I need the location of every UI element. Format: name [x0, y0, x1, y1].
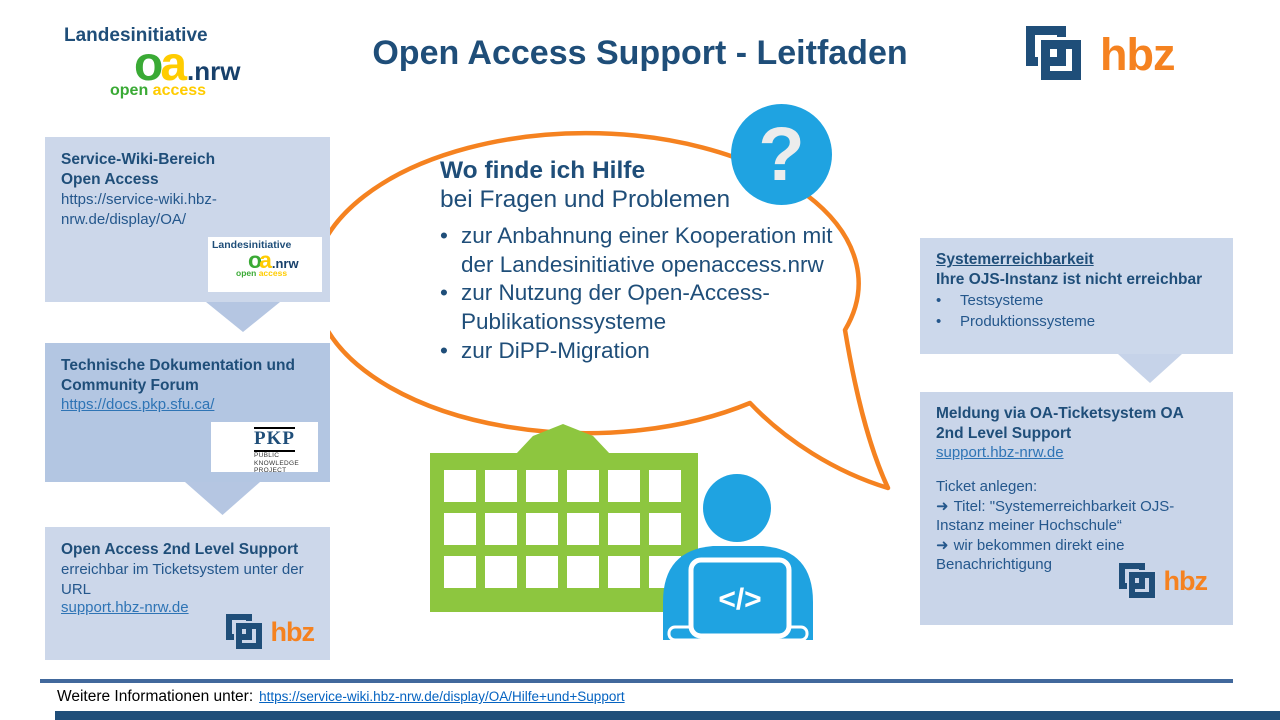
arrow-down-icon: [185, 482, 260, 515]
list-item: • zur Nutzung der Open-Access-Publikationssysteme: [440, 279, 838, 337]
hbz-squares-icon: [1119, 563, 1156, 599]
oa-logo-wordmark: Landesinitiative: [64, 25, 208, 46]
hbz-logo: [1026, 26, 1174, 84]
footer-divider: [40, 679, 1233, 683]
list-item: • Testsysteme: [936, 292, 1044, 310]
list-item: • zur DiPP-Migration: [440, 337, 838, 366]
hbz-squares-icon: [1026, 26, 1086, 84]
question-mark-icon: ?: [758, 112, 805, 197]
arrow-down-icon: [1118, 354, 1182, 383]
ticket-section-label: Ticket anlegen:: [936, 478, 1038, 496]
hbz-logo-small: hbz: [1119, 563, 1208, 599]
bubble-subtitle: bei Fragen und Problemen: [440, 186, 731, 214]
service-wiki-title: Service-Wiki-Bereich Open Access: [61, 151, 216, 189]
list-item: • Produktionssysteme: [936, 313, 1096, 331]
second-level-support-body: erreichbar im Ticketsystem unter der URL: [61, 561, 304, 598]
list-item: • zur Anbahnung einer Kooperation mit der Landesinitiative openaccess.nrw: [440, 222, 838, 280]
arrow-right-icon: ➜: [936, 497, 949, 515]
footer-link[interactable]: https://service-wiki.hbz-nrw.de/display/OA/Hilfe+und+Support: [259, 689, 625, 704]
footer-label: Weitere Informationen unter:: [57, 688, 254, 705]
second-level-support-box: [45, 527, 330, 660]
bubble-bullet-list: [440, 222, 838, 366]
second-level-support-title: Open Access 2nd Level Support: [61, 541, 299, 558]
service-wiki-box: [45, 137, 330, 302]
arrow-right-icon: ➜: [936, 536, 949, 554]
ticket-instruction: ➜ Titel: "Systemerreichbarkeit OJS-Instanz meiner Hochschule“: [936, 497, 1175, 535]
hbz-squares-icon: [226, 614, 263, 650]
bottom-accent-bar: [55, 711, 1280, 720]
oa-nrw-logo-small: Landesinitiative oa.nrw open access: [208, 237, 322, 292]
oa-logo-letters: oa.nrw: [134, 38, 241, 91]
arrow-down-icon: [206, 302, 280, 332]
documentation-title: Technische Dokumentation und Community Forum: [61, 357, 295, 395]
pkp-docs-link[interactable]: https://docs.pkp.sfu.ca/: [61, 396, 215, 414]
oa-logo-subtitle: open access: [110, 82, 207, 99]
bullet-icon: •: [440, 337, 448, 363]
system-availability-subtitle: Ihre OJS-Instanz ist nicht erreichbar: [936, 271, 1203, 289]
footer: [57, 688, 625, 706]
hbz-logo-text: hbz: [1100, 29, 1175, 80]
developer-person-icon: [655, 462, 821, 640]
service-wiki-url[interactable]: https://service-wiki.hbz-nrw.de/display/OA/: [61, 191, 217, 228]
system-availability-title: Systemerreichbarkeit: [936, 251, 1094, 268]
pkp-logo-abbr: PKP: [254, 427, 295, 452]
bullet-icon: •: [936, 313, 942, 331]
support-link[interactable]: support.hbz-nrw.de: [61, 599, 189, 617]
oa-nrw-logo: [64, 26, 240, 99]
bullet-icon: •: [440, 280, 448, 306]
code-icon: </>: [718, 583, 762, 616]
bullet-icon: •: [936, 292, 942, 310]
ticket-system-title: Meldung via OA-Ticketsystem OA 2nd Level Support: [936, 405, 1184, 443]
pkp-logo: [211, 422, 318, 475]
question-mark-badge: [731, 104, 832, 205]
hbz-logo-small: hbz: [226, 614, 315, 650]
ticket-instruction: ➜ wir bekommen direkt eine Benachrichtigung: [936, 536, 1125, 574]
documentation-box: [45, 343, 330, 482]
ticket-system-box: [920, 392, 1233, 625]
pkp-logo-text: PUBLIC KNOWLEDGE PROJECT: [254, 451, 299, 475]
bullet-icon: •: [440, 222, 448, 248]
bubble-title: Wo finde ich Hilfe: [440, 157, 646, 184]
support-link[interactable]: support.hbz-nrw.de: [936, 444, 1064, 462]
system-availability-box: [920, 238, 1233, 354]
page-title: Open Access Support - Leitfaden: [372, 34, 908, 72]
